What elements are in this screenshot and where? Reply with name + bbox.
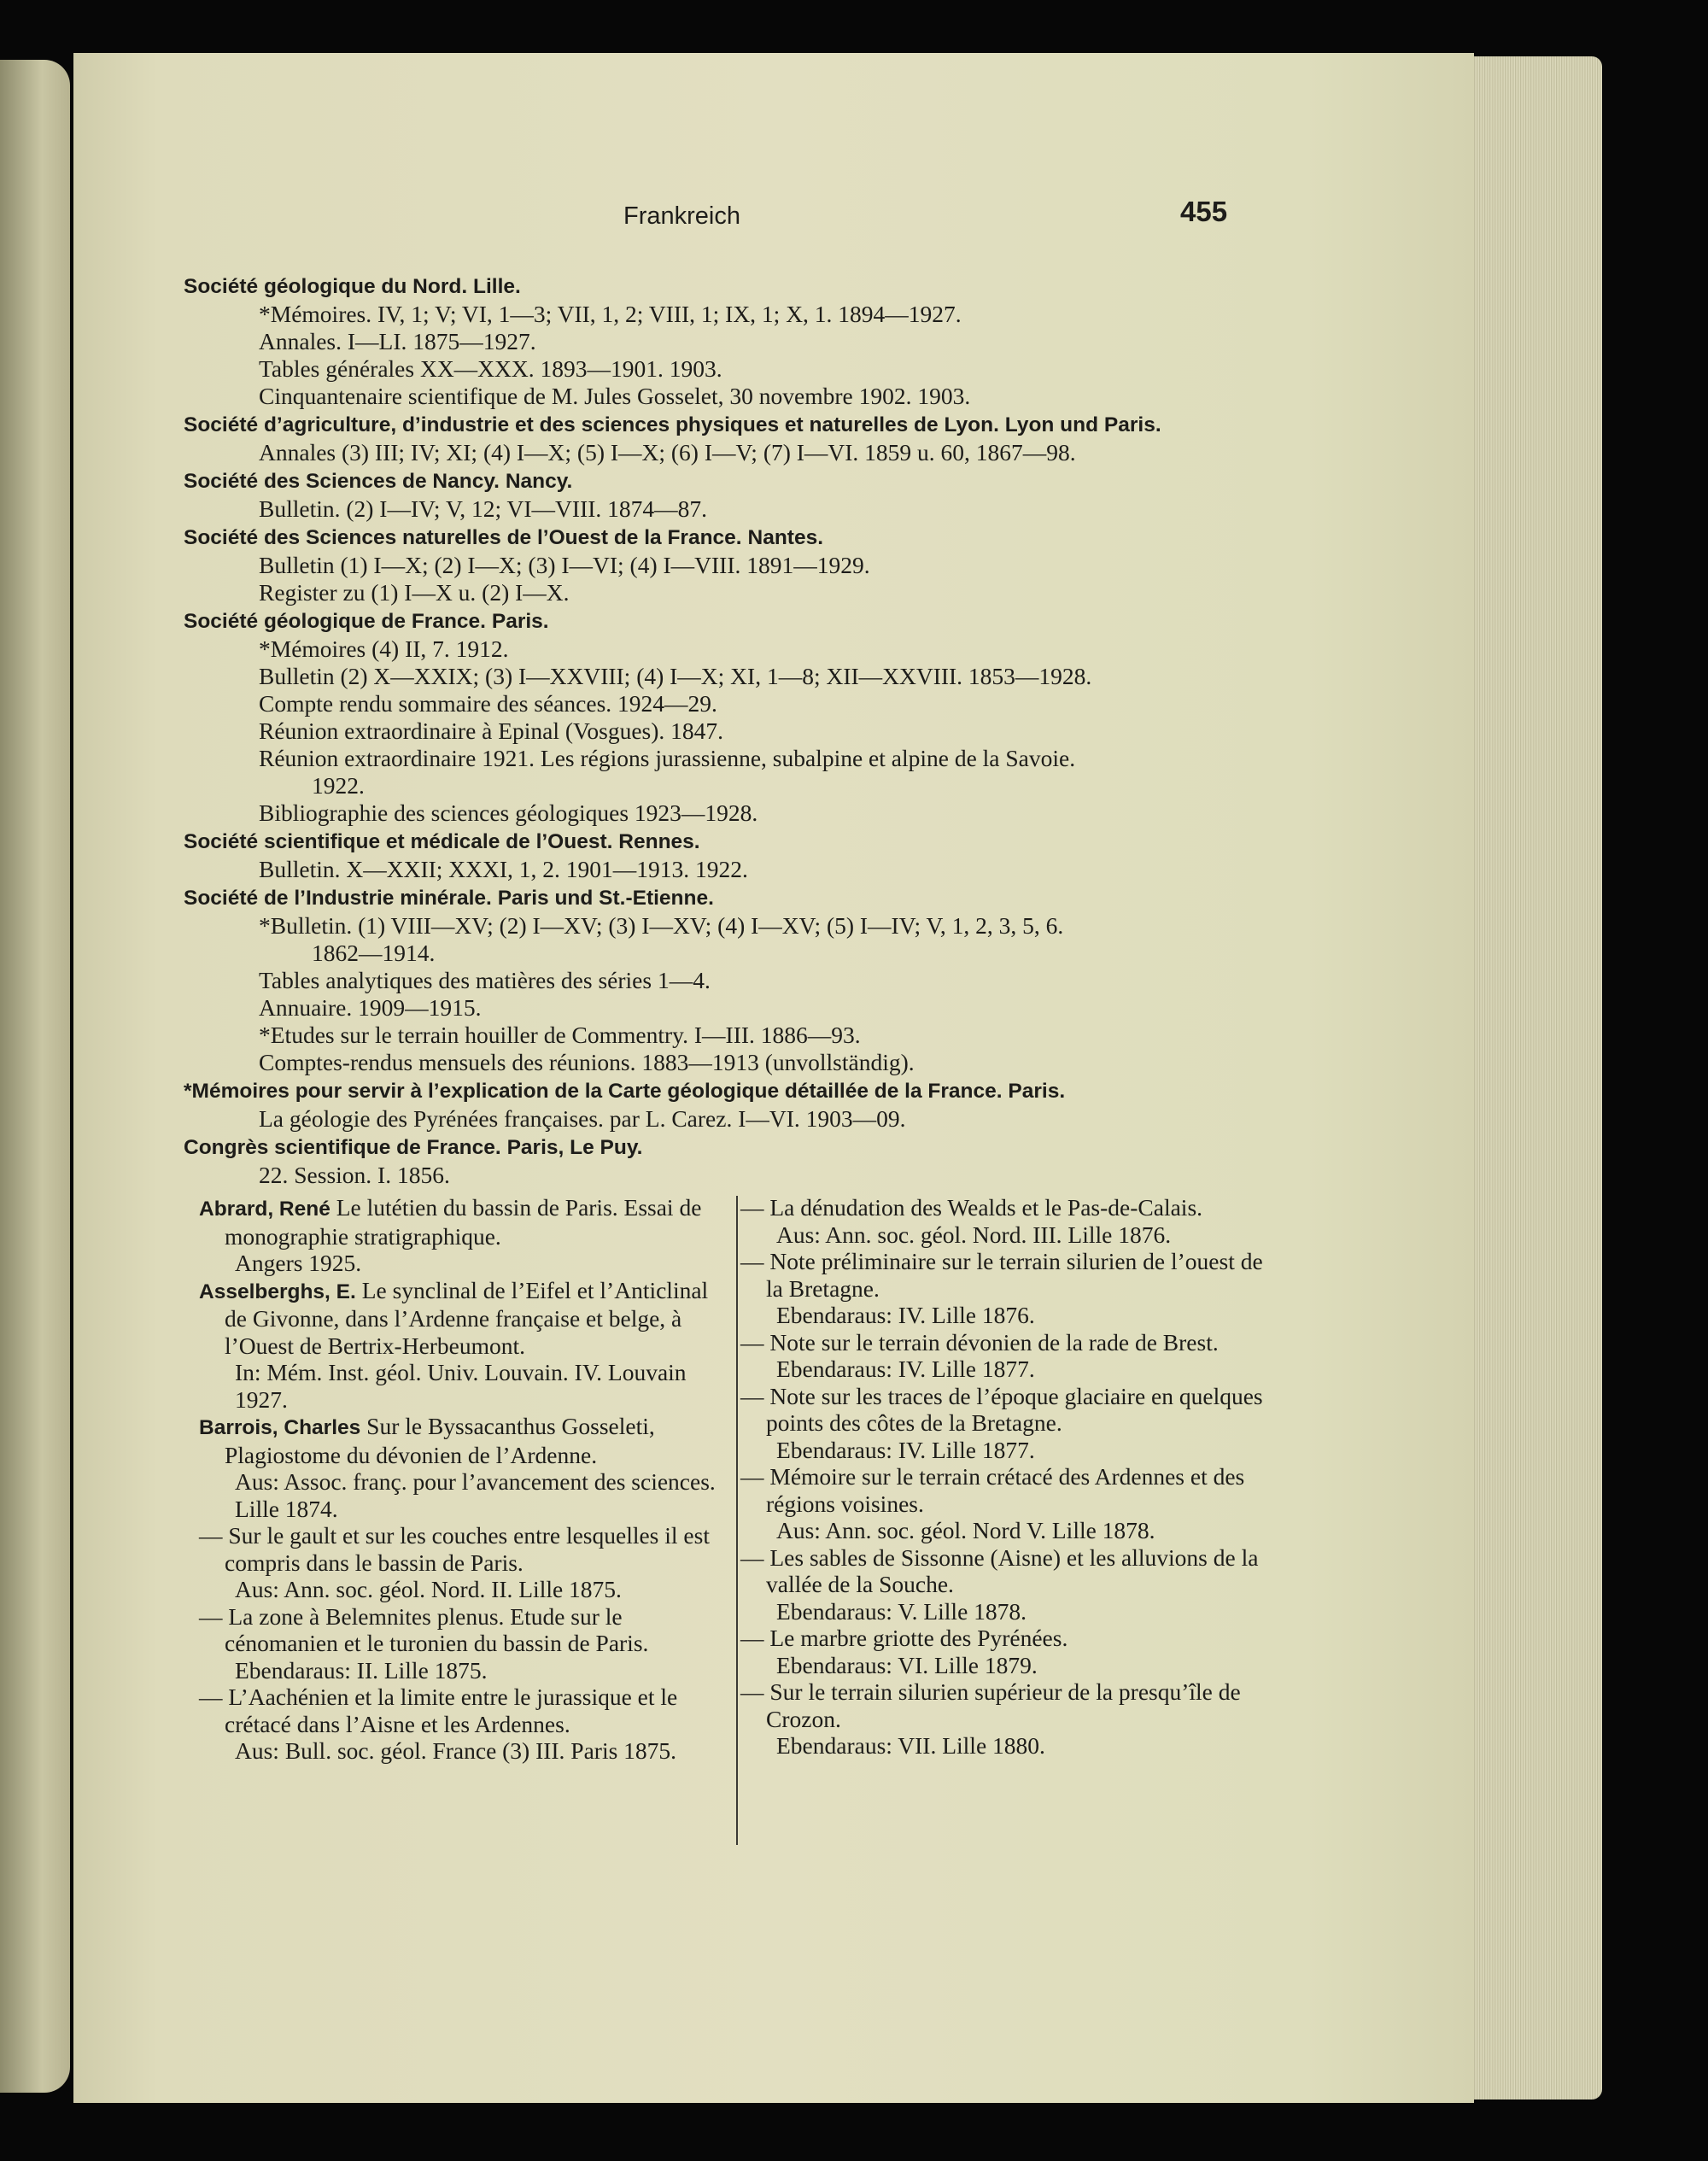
publication-line: *Bulletin. (1) VIII—XV; (2) I—XV; (3) I—XV; (4) I—XV; (5) I—IV; V, 1, 2, 3, 5, 6. [259, 912, 1064, 939]
right-bibliography-column [740, 1194, 1263, 1760]
publication-line: Cinquantenaire scientifique de M. Jules Gosselet, 30 novembre 1902. 1903. [259, 383, 971, 409]
publication-line: La géologie des Pyrénées françaises. par L. Carez. I—VI. 1903—09. [259, 1105, 906, 1132]
publication-line: 1922. [312, 772, 365, 799]
publication-line: Réunion extraordinaire 1921. Les régions jurassienne, subalpine et alpine de la Savoie. [259, 745, 1076, 771]
society-heading: Société des Sciences de Nancy. Nancy. [184, 470, 573, 493]
publication-line: *Mémoires (4) II, 7. 1912. [259, 635, 509, 662]
bibliography-entry: — Mémoire sur le terrain crétacé des Ardennes et des régions voisines. Aus: Ann. soc. géol. Nord V. Lille 1878. [740, 1463, 1245, 1543]
publication-line: Bulletin (1) I—X; (2) I—X; (3) I—VI; (4) I—VIII. 1891—1929. [259, 552, 870, 578]
running-header: Frankreich [623, 202, 740, 230]
society-heading: Société de l’Industrie minérale. Paris und St.-Etienne. [184, 887, 714, 910]
publication-line: *Mémoires. IV, 1; V; VI, 1—3; VII, 1, 2; VIII, 1; IX, 1; X, 1. 1894—1927. [259, 301, 962, 327]
publication-line: Annales (3) III; IV; XI; (4) I—X; (5) I—X; (6) I—V; (7) I—VI. 1859 u. 60, 1867—98. [259, 439, 1076, 466]
left-bibliography-column [199, 1194, 722, 1765]
publication-line: Bulletin. X—XXII; XXXI, 1, 2. 1901—1913. 1922. [259, 856, 748, 882]
bibliography-entry: — La dénudation des Wealds et le Pas-de-Calais. Aus: Ann. soc. géol. Nord. III. Lille 1876. [740, 1194, 1203, 1248]
page-stack-edge [1474, 56, 1602, 2100]
publication-line: Comptes-rendus mensuels des réunions. 1883—1913 (unvollständig). [259, 1049, 915, 1075]
bibliography-entry: — Le marbre griotte des Pyrénées. Ebendaraus: VI. Lille 1879. [740, 1625, 1068, 1678]
publication-line: Bulletin (2) X—XXIX; (3) I—XXVIII; (4) I—X; XI, 1—8; XII—XXVIII. 1853—1928. [259, 663, 1092, 689]
bibliography-entry: — Note préliminaire sur le terrain silurien de l’ouest de la Bretagne. Ebendaraus: IV. Lille 1876. [740, 1248, 1263, 1328]
bibliography-entry: Asselberghs, E. Le synclinal de l’Eifel et l’Anticlinal de Givonne, dans l’Ardenne française et belge, à l’Ouest de Bertrix-Herbeumont. In: Mém. Inst. géol. Univ. Louvain. IV. Louvain 1927. [199, 1276, 709, 1413]
society-heading: Société géologique de France. Paris. [184, 610, 549, 633]
publication-line: Compte rendu sommaire des séances. 1924—29. [259, 690, 717, 717]
society-heading: Société des Sciences naturelles de l’Ouest de la France. Nantes. [184, 526, 824, 549]
publication-line: Tables générales XX—XXX. 1893—1901. 1903. [259, 355, 722, 382]
column-divider [736, 1196, 738, 1845]
bibliography-entry: Abrard, René Le lutétien du bassin de Paris. Essai de monographie stratigraphique. Angers 1925. [199, 1194, 702, 1276]
society-heading: Société scientifique et médicale de l’Ouest. Rennes. [184, 830, 700, 853]
publication-line: *Etudes sur le terrain houiller de Commentry. I—III. 1886—93. [259, 1022, 861, 1048]
publication-line: Annales. I—LI. 1875—1927. [259, 328, 536, 354]
bibliography-entry: — Note sur le terrain dévonien de la rade de Brest. Ebendaraus: IV. Lille 1877. [740, 1328, 1219, 1382]
bibliography-entry: — Sur le gault et sur les couches entre lesquelles il est compris dans le bassin de Paris. Aus: Ann. soc. géol. Nord. II. Lille 1875. [199, 1522, 710, 1602]
society-heading: Congrès scientifique de France. Paris, Le Puy. [184, 1136, 643, 1159]
previous-page-edge [0, 60, 70, 2093]
publication-line: 1862—1914. [312, 940, 436, 966]
publication-line: Tables analytiques des matières des séries 1—4. [259, 967, 711, 993]
publication-line: 22. Session. I. 1856. [259, 1162, 450, 1188]
publication-line: Réunion extraordinaire à Epinal (Vosgues). 1847. [259, 717, 724, 744]
bibliography-entry: — Sur le terrain silurien supérieur de la presqu’île de Crozon. Ebendaraus: VII. Lille 1880. [740, 1678, 1241, 1759]
publication-line: Bulletin. (2) I—IV; V, 12; VI—VIII. 1874—87. [259, 495, 708, 522]
publication-line: Bibliographie des sciences géologiques 1923—1928. [259, 799, 758, 826]
publication-line: Register zu (1) I—X u. (2) I—X. [259, 579, 570, 606]
bibliography-entry: — La zone à Belemnites plenus. Etude sur le cénomanien et le turonien du bassin de Paris. Ebendaraus: II. Lille 1875. [199, 1602, 649, 1684]
page-number: 455 [1180, 196, 1228, 227]
bibliography-entry: — L’Aachénien et la limite entre le jurassique et le crétacé dans l’Aisne et les Ardennes. Aus: Bull. soc. géol. France (3) III. Paris 1875. [199, 1684, 678, 1764]
society-heading: Société géologique du Nord. Lille. [184, 275, 521, 298]
society-heading: Société d’agriculture, d’industrie et des sciences physiques et naturelles de Lyon. Lyon und Paris. [184, 413, 1161, 436]
bibliography-entry: Barrois, Charles Sur le Byssacanthus Gosseleti, Plagiostome du dévonien de l’Ardenne. Aus: Assoc. franç. pour l’avancement des sciences. Lille 1874. [199, 1413, 716, 1522]
society-heading: *Mémoires pour servir à l’explication de la Carte géologique détaillée de la France. Paris. [184, 1080, 1066, 1103]
bibliography-entry: — Les sables de Sissonne (Aisne) et les alluvions de la vallée de la Souche. Ebendaraus: V. Lille 1878. [740, 1543, 1259, 1625]
bibliography-entry: — Note sur les traces de l’époque glaciaire en quelques points des côtes de la Bretagne. Ebendaraus: IV. Lille 1877. [740, 1382, 1263, 1463]
society-list [184, 272, 1268, 1189]
publication-line: Annuaire. 1909—1915. [259, 994, 482, 1021]
